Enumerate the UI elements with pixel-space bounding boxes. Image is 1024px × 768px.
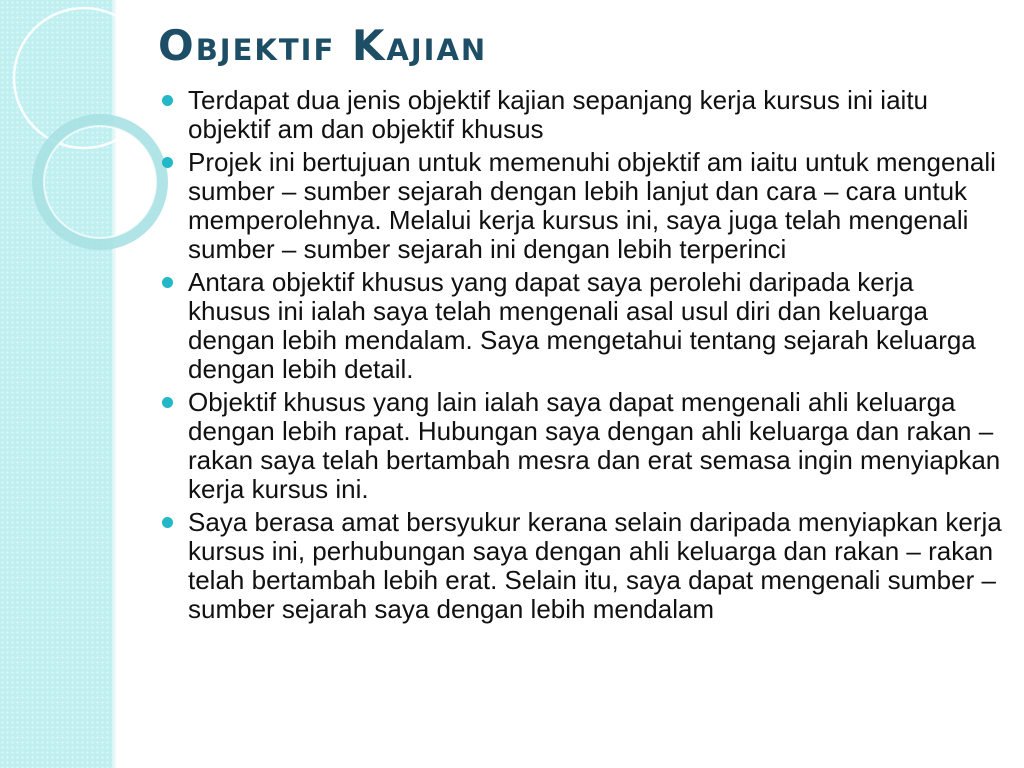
bullet-dot-icon [162, 95, 173, 106]
bullet-text: Saya berasa amat bersyukur kerana selain daripada menyiapkan kerja kursus ini, perhubungan saya dengan ahli keluarga dan rakan – rakan telah bertambah lebih erat. Selain itu, saya dapat mengenali sumber – sumber sejarah saya dengan lebih mendalam [188, 507, 1002, 624]
bullet-dot-icon [162, 277, 173, 288]
list-item [162, 86, 1002, 144]
slide-title: Objektif Kajian [158, 21, 488, 70]
circle-rings-decoration [0, 0, 160, 300]
bullet-text: Antara objektif khusus yang dapat saya perolehi daripada kerja khusus ini ialah saya telah mengenali asal usul diri dan keluarga dengan lebih mendalam. Saya mengetahui tentang sejarah keluarga dengan lebih detail. [188, 267, 976, 384]
bullet-text: Objektif khusus yang lain ialah saya dapat mengenali ahli keluarga dengan lebih rapat. Hubungan saya dengan ahli keluarga dan rakan – rakan saya telah bertambah mesra dan erat semasa ingin menyiapkan kerja kursus ini. [188, 387, 1001, 504]
list-item [162, 268, 1002, 384]
list-item [162, 388, 1002, 504]
bullet-list [162, 86, 1002, 628]
list-item [162, 508, 1002, 624]
bullet-dot-icon [162, 157, 173, 168]
bullet-text: Terdapat dua jenis objektif kajian sepanjang kerja kursus ini iaitu objektif am dan objektif khusus [188, 85, 928, 144]
list-item [162, 148, 1002, 264]
bullet-text: Projek ini bertujuan untuk memenuhi objektif am iaitu untuk mengenali sumber – sumber sejarah dengan lebih lanjut dan cara – cara untuk memperolehnya. Melalui kerja kursus ini, saya juga telah mengenali sumber – sumber sejarah ini dengan lebih terperinci [188, 147, 996, 264]
bullet-dot-icon [162, 397, 173, 408]
bullet-dot-icon [162, 517, 173, 528]
